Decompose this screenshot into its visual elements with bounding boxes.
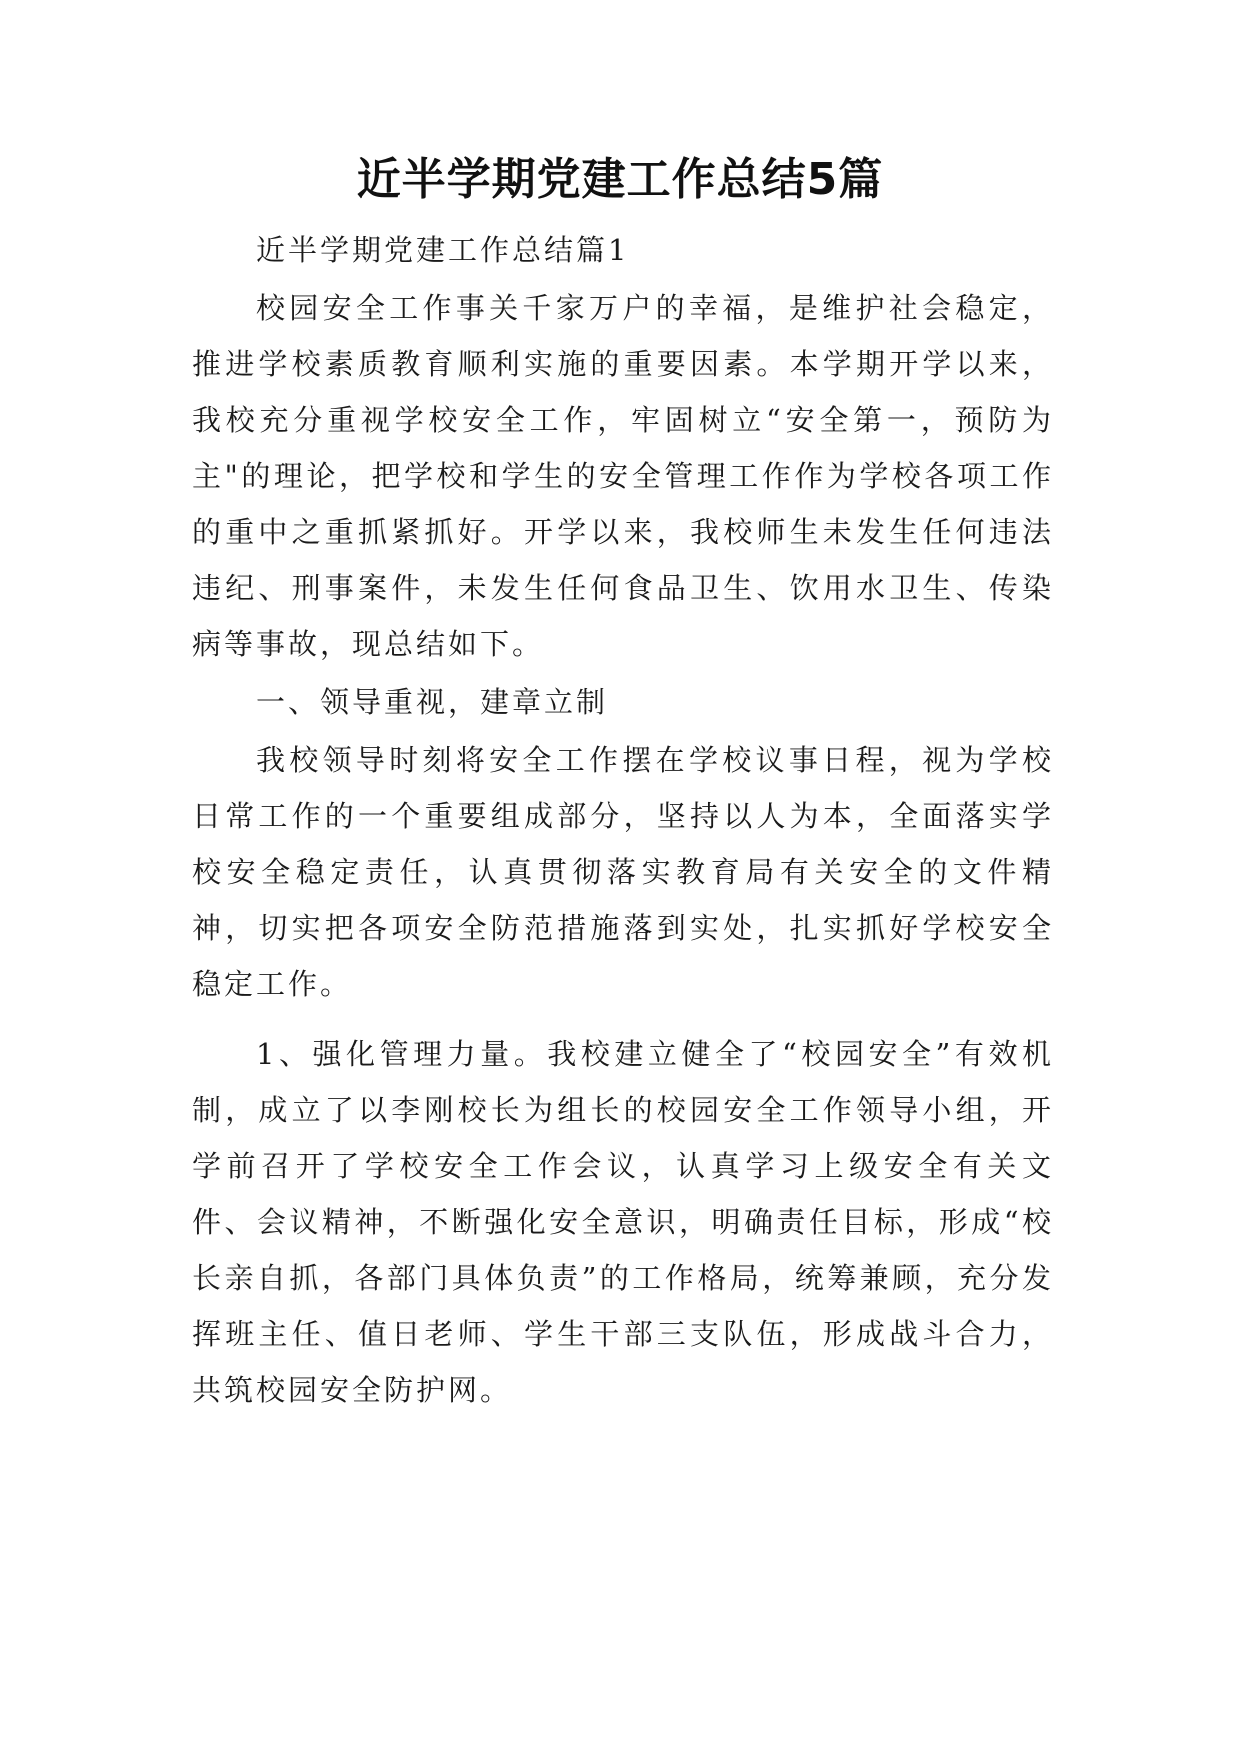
document-body [192, 222, 1054, 1418]
section-subtitle: 近半学期党建工作总结篇1 [256, 233, 630, 267]
section-heading: 一、领导重视，建章立制 [256, 685, 609, 719]
document-title: 近半学期党建工作总结5篇 [356, 154, 884, 205]
body-paragraph: 我校领导时刻将安全工作摆在学校议事日程，视为学校日常工作的一个重要组成部分，坚持以人为本，全面落实学校安全稳定责任，认真贯彻落实教育局有关安全的文件精神，切实把各项安全防范措施落到实处，扎实抓好学校安全稳定工作。 [192, 743, 1054, 1001]
body-paragraph: 1、强化管理力量。我校建立健全了“校园安全”有效机制，成立了以李刚校长为组长的校园安全工作领导小组，开学前召开了学校安全工作会议，认真学习上级安全有关文件、会议精神，不断强化安全意识，明确责任目标，形成“校长亲自抓，各部门具体负责”的工作格局，统筹兼顾，充分发挥班主任、值日老师、学生干部三支队伍，形成战斗合力，共筑校园安全防护网。 [192, 1037, 1054, 1407]
body-paragraph: 校园安全工作事关千家万户的幸福，是维护社会稳定，推进学校素质教育顺利实施的重要因素。本学期开学以来，我校充分重视学校安全工作，牢固树立“安全第一，预防为主"的理论，把学校和学生的安全管理工作作为学校各项工作的重中之重抓紧抓好。开学以来，我校师生未发生任何违法违纪、刑事案件，未发生任何食品卫生、饮用水卫生、传染病等事故，现总结如下。 [192, 291, 1054, 661]
